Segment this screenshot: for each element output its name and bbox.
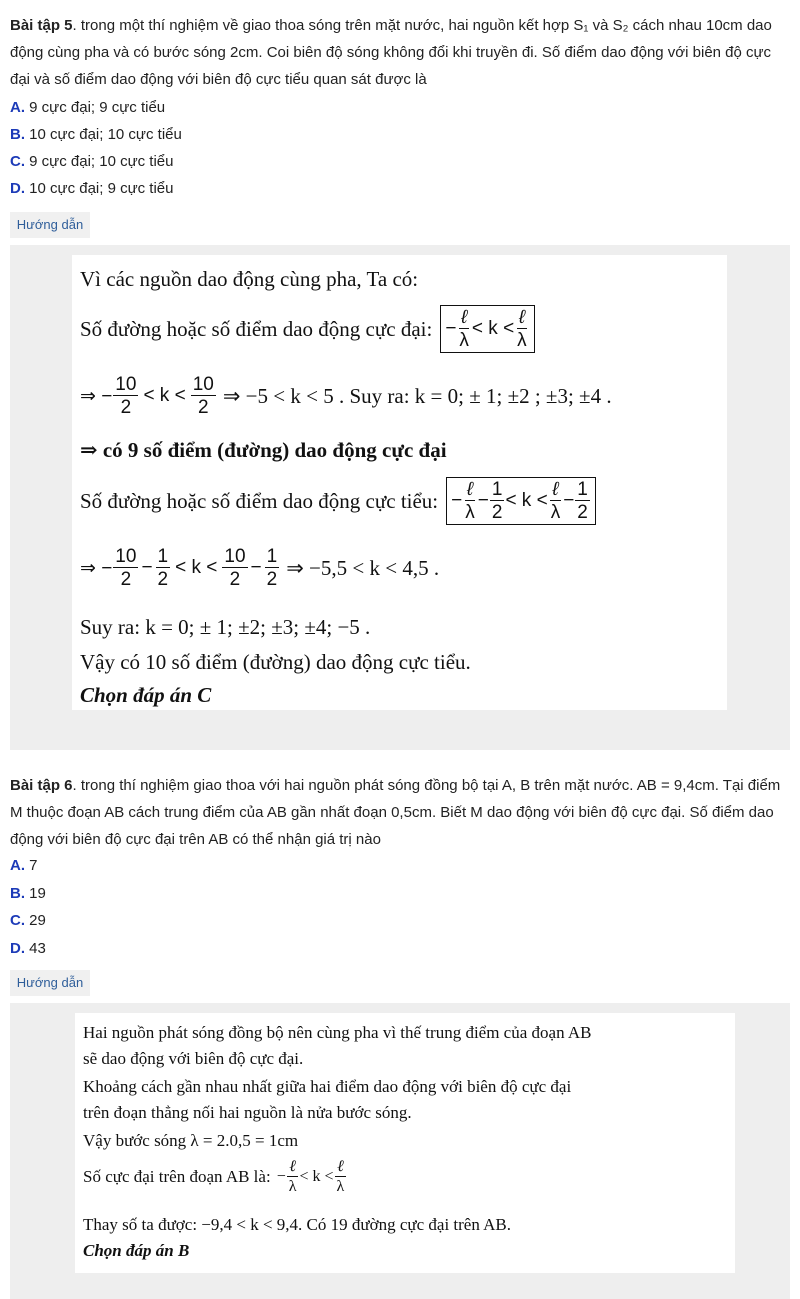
exercise-5-solution-panel <box>10 245 790 750</box>
ex6-sol-line-5: Vậy bước sóng λ = 2.0,5 = 1cm <box>83 1131 299 1150</box>
min-condition-formula: − $\frac{\text{ℓ}}{\lambda}$ − $\frac{1}{2}$ < k < $\frac{\text{ℓ}}{\lambda}$ − $\frac{1}{2}$ <box>446 477 596 525</box>
ex5-sol-line-6: ⇒ − $\frac{10}{2}$ − $\frac{1}{2}$ < k < $\frac{10}{2}$ − $\frac{1}{2}$ ⇒ −5,5 < k < 4,5 . <box>80 546 440 590</box>
exercise-5-option-c[interactable]: C. 9 cực đại; 10 cực tiểu <box>10 153 174 170</box>
exercise-6-option-d[interactable]: D. 43 <box>10 940 46 957</box>
exercise-5-option-b[interactable]: B. 10 cực đại; 10 cực tiểu <box>10 126 182 143</box>
ex6-sol-line-4: trên đoạn thẳng nối hai nguồn là nửa bước sóng. <box>83 1103 412 1122</box>
ex6-sol-line-8: Chọn đáp án B <box>83 1241 190 1260</box>
ex6-max-formula: − $\frac{\text{ℓ}}{\lambda}$ < k < $\frac{\text{ℓ}}{\lambda}$ <box>276 1158 345 1195</box>
exercise-6-solution-image <box>75 1013 735 1273</box>
exercise-6-option-a[interactable]: A. 7 <box>10 857 38 874</box>
ex6-sol-line-3: Khoảng cách gần nhau nhất giữa hai điểm dao động với biên độ cực đại <box>83 1077 572 1096</box>
ex5-sol-line-4: ⇒ có 9 số điểm (đường) dao động cực đại <box>80 438 447 462</box>
exercise-5-option-a[interactable]: A. 9 cực đại; 9 cực tiểu <box>10 99 166 116</box>
ex6-sol-line-2: sẽ dao động với biên độ cực đại. <box>83 1049 304 1068</box>
exercise-5-hint-button[interactable]: Hướng dẫn <box>10 212 90 238</box>
ex6-sol-line-6: Số cực đại trên đoạn AB là: − $\frac{\text{ℓ}}{\lambda}$ < k < $\frac{\text{ℓ}}{\lambda}$ <box>83 1159 347 1195</box>
ex6-sol-line-7: Thay số ta được: −9,4 < k < 9,4. Có 19 đường cực đại trên AB. <box>83 1215 512 1234</box>
exercise-6-option-c[interactable]: C. 29 <box>10 912 46 929</box>
ex5-sol-line-1: Vì các nguồn dao động cùng pha, Ta có: <box>80 267 419 291</box>
ex5-sol-line-8: Vậy có 10 số điểm (đường) dao động cực tiểu. <box>80 650 471 674</box>
ex5-sol-line-5: Số đường hoặc số điểm dao động cực tiểu: − $\frac{\text{ℓ}}{\lambda}$ − $\frac{1}{2}$ < k < $\frac{\text{ℓ}}{\lambda}$ − $\frac{1}{2}$ <box>80 477 596 525</box>
ex6-sol-line-1: Hai nguồn phát sóng đồng bộ nên cùng pha vì thế trung điểm của đoạn AB <box>83 1023 592 1042</box>
exercise-5-title: Bài tập 5 <box>10 17 73 34</box>
exercise-6-question <box>10 772 790 853</box>
exercise-6-option-b[interactable]: B. 19 <box>10 885 46 902</box>
exercise-5-solution-image <box>72 255 727 710</box>
exercise-6-solution-panel <box>10 1003 790 1299</box>
exercise-5-text: . trong một thí nghiệm về giao thoa sóng trên mặt nước, hai nguồn kết hợp S₁ và S₂ cách nhau 10cm dao động cùng pha và có bước sóng 2cm. Coi biên độ sóng không đổi khi truyền đi. Số điểm dao động với biên độ cực đại và số điểm dao động với biên độ cực tiểu quan sát được là <box>10 17 772 88</box>
exercise-6-text: . trong thí nghiệm giao thoa với hai nguồn phát sóng đồng bộ tại A, B trên mặt nước. AB = 9,4cm. Tại điểm M thuộc đoạn AB cách trung điểm của AB gần nhất đoạn 0,5cm. Biết M dao động với biên độ cực đại. Số điểm dao động với biên độ cực đại trên AB có thể nhận giá trị nào <box>10 777 781 848</box>
exercise-5-option-d[interactable]: D. 10 cực đại; 9 cực tiểu <box>10 180 174 197</box>
max-condition-formula: − $\frac{\text{ℓ}}{\lambda}$ < k < $\frac{\text{ℓ}}{\lambda}$ <box>440 305 534 353</box>
exercise-5-question <box>10 12 790 93</box>
exercise-6-hint-button[interactable]: Hướng dẫn <box>10 970 90 996</box>
exercise-6-title: Bài tập 6 <box>10 777 73 794</box>
ex5-sol-line-9: Chọn đáp án C <box>80 683 212 707</box>
ex5-sol-line-3: ⇒ − $\frac{10}{2}$ < k < $\frac{10}{2}$ ⇒ −5 < k < 5 . Suy ra: k = 0; ± 1; ±2 ; ±3; ±4 . <box>80 374 612 418</box>
ex5-sol-line-2: Số đường hoặc số điểm dao động cực đại: − $\frac{\text{ℓ}}{\lambda}$ < k < $\frac{\text{ℓ}}{\lambda}$ <box>80 305 535 353</box>
ex5-sol-line-7: Suy ra: k = 0; ± 1; ±2; ±3; ±4; −5 . <box>80 615 371 639</box>
